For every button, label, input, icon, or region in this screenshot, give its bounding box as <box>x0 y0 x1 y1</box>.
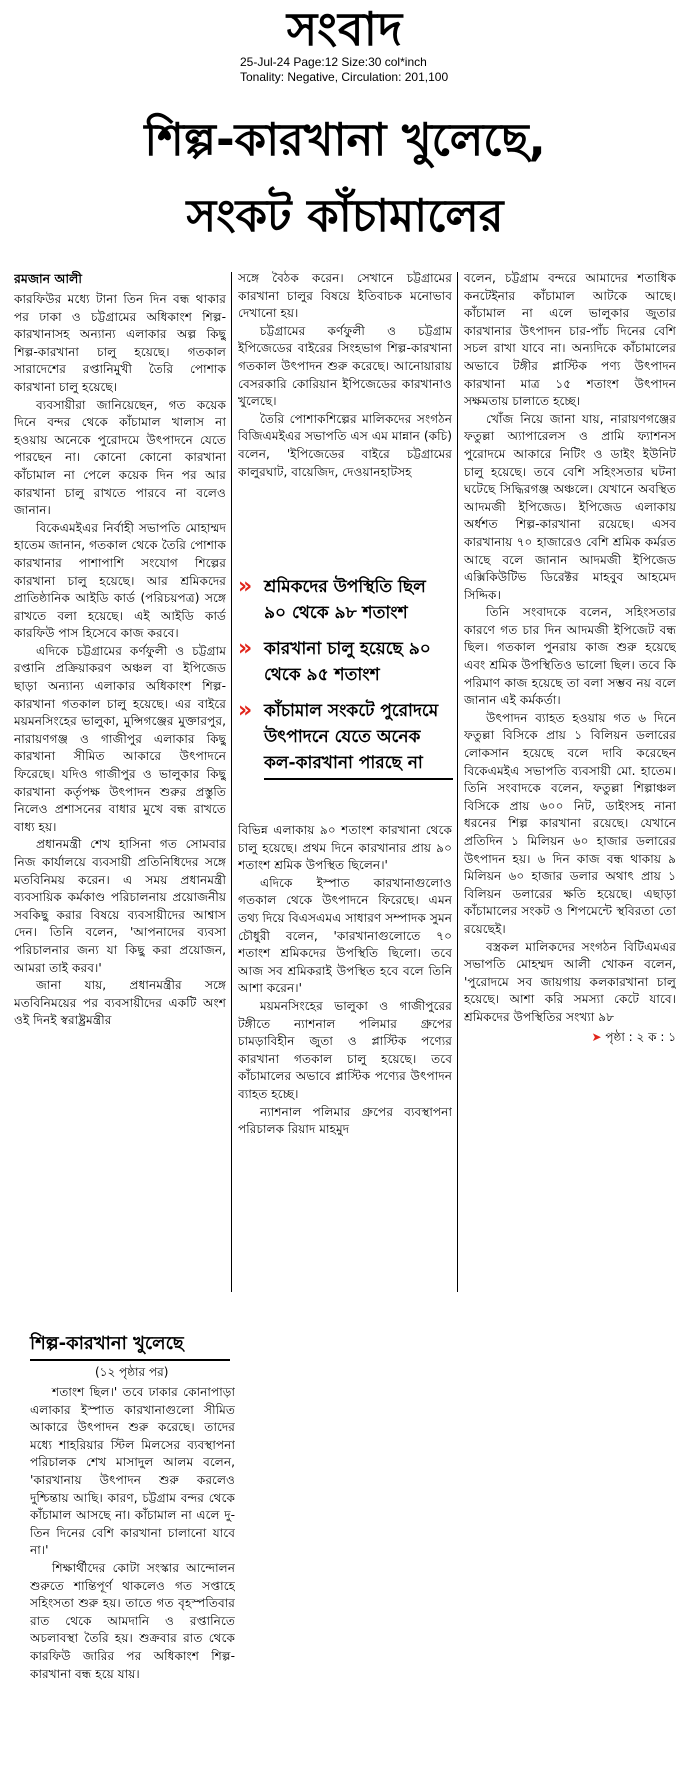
headline-line-1: শিল্প-কারখানা খুলেছে, <box>144 113 546 166</box>
continuation-subtitle: (১২ পৃষ্ঠার পর) <box>95 1365 169 1379</box>
article-column-2-top <box>238 270 452 570</box>
highlight-text: শ্রমিকদের উপস্থিতি ছিল ৯০ থেকে ৯৮ শতাংশ <box>264 577 426 623</box>
col1-paragraph: প্রধানমন্ত্রী শেখ হাসিনা গত সোমবার নিজ কার্যালয়ে ব্যবসায়ী প্রতিনিধিদের সঙ্গে মতবিনিময় করেন। এ সময় প্রধানমন্ত্রী ব্যবসায়িক কর্মকাণ্ড পরিচালনায় প্রয়োজনীয় সবকিছু করার বিষয়ে ব্যবসায়ীদের আশ্বাস দেন। তিনি বলেন, 'আপনাদের ব্যবসা পরিচালনার জন্য যা কিছু করা প্রয়োজন, আমরা তাই করব।' <box>14 837 226 975</box>
jump-text: পৃষ্ঠা : ২ ক : ১ <box>605 1029 676 1044</box>
masthead <box>0 4 690 54</box>
clipping-meta-tonality: Tonality: Negative, Circulation: 201,100 <box>240 70 449 84</box>
page-jump <box>464 1029 676 1047</box>
col2-paragraph: বিভিন্ন এলাকায় ৯০ শতাংশ কারখানা থেকে চালু হয়েছে। প্রথম দিনে কারখানার প্রায় ৯০ শতাংশ শ্রমিক উপস্থিত ছিলেন।' <box>238 823 452 873</box>
highlight-text: কাঁচামাল সংকটে পুরোদমে উৎপাদনে যেতে অনেক কল-কারখানা পারছে না <box>264 698 453 780</box>
article-column-2-bottom <box>238 822 452 1292</box>
column-rule <box>457 272 458 1292</box>
highlights-box <box>238 574 453 814</box>
col3-paragraph: উৎপাদন ব্যাহত হওয়ায় গত ৬ দিনে ফতুল্লা বিসিকে প্রায় ১ বিলিয়ন ডলারের লোকসান হয়েছে বলে দাবি করেছেন বিকেএমইএ সভাপতি ব্যবসায়ী মো. হাতেম। তিনি সংবাদকে বলেন, ফতুল্লা শিল্পাঞ্চল বিসিকে প্রায় ৬০০ নিট, ডাইংসহ নানা ধরনের শিল্প কারখানা রয়েছে। যেখানে প্রতিদিন ১ মিলিয়ন ৬০ হাজার ডলারের উৎপাদন হয়। ৬ দিন কাজ বন্ধ থাকায় ৯ মিলিয়ন ৬০ হাজার ডলার অথাৎ প্রায় ১ বিলিয়ন ডলারের ক্ষতি হয়েছে। এছাড়া কাঁচামালের সংকট ও শিপমেন্টে স্থবিরতা তো রয়েছেই। <box>464 710 676 936</box>
col1-paragraph: ব্যবসায়ীরা জানিয়েছেন, গত কয়েক দিনে বন্দর থেকে কাঁচামাল খালাস না হওয়ায় অনেকে পুরোদমে উৎপাদনে যেতে পারছেন না। কোনো কোনো কারখানা কাঁচামাল না পেলে কয়েক দিন পর আর কারখানা চালু রাখতে পারবে না বলেও জানান। <box>14 397 226 518</box>
col2-paragraph: চট্টগ্রামের কর্ণফুলী ও চট্টগ্রাম ইপিজেডের বাইরের সিংহভাগ শিল্প-কারখানা গতকাল উৎপাদন শুরু করেছে। আনোয়ারায় বেসরকারি কোরিয়ান ইপিজেডের কারখানাও খুলেছে। <box>238 323 452 409</box>
article-column-1 <box>14 270 226 1295</box>
continuation-paragraph: শতাংশ ছিল।' তবে ঢাকার কোনাপাড়া এলাকার ইস্পাত কারখানাগুলো সীমিত আকারে উৎপাদন শুরু করেছে। তাদের মধ্যে শাহরিয়ার স্টিল মিলসের ব্যবস্থাপনা পরিচালক শেখ মাসাদুল আলম বলেন, 'কারখানায় উৎপাদন শুরু করলেও দুশ্চিন্তায় আছি। কারণ, চট্টগ্রাম বন্দর থেকে কাঁচামাল আসছে না। কাঁচামাল না এলে দু-তিন দিনের বেশি কারখানা চালানো যাবে না।' <box>30 1385 235 1558</box>
highlight-item <box>238 574 453 626</box>
col1-paragraph: জানা যায়, প্রধানমন্ত্রীর সঙ্গে মতবিনিময়ের পর ব্যবসায়ীদের একটি অংশ ওই দিনই স্বরাষ্ট্রমন্ত্রীর <box>14 978 226 1028</box>
headline-line-2: সংকট কাঁচামালের <box>186 189 504 242</box>
highlight-text: কারখানা চালু হয়েছে ৯০ থেকে ৯৫ শতাংশ <box>264 639 431 685</box>
highlight-item <box>238 636 453 688</box>
col2-paragraph: ন্যাশনাল পলিমার গ্রুপের ব্যবস্থাপনা পরিচালক রিয়াদ মাহমুদ <box>238 1104 452 1137</box>
red-arrow-icon: » <box>238 636 253 661</box>
col1-paragraph: বিকেএমইএর নির্বাহী সভাপতি মোহাম্মদ হাতেম জানান, গতকাল থেকে তৈরি পোশাক কারখানার পাশাপাশি সংযোগ শিল্পের কারখানা চালু হয়েছে। আর শ্রমিকদের প্রাতিষ্ঠানিক আইডি কার্ড (পরিচয়পত্র) সঙ্গে রাখতে বলা হয়েছে। এই আইডি কার্ড কারফিউ পাস হিসেবে কাজ করবে। <box>14 520 226 641</box>
col2-paragraph: তৈরি পোশাকশিল্পের মালিকদের সংগঠন বিজিএমইএর সভাপতি এস এম মান্নান (কচি) বলেন, 'ইপিজেডের বাইরে চট্টগ্রামের কালুরঘাট, বায়েজিদ, দেওয়ানহাটসহ <box>238 411 452 479</box>
highlight-item <box>238 698 453 780</box>
newspaper-logo: সংবাদ <box>286 2 404 56</box>
article-column-3 <box>464 270 676 1295</box>
col1-paragraph: কারফিউর মধ্যে টানা তিন দিন বন্ধ থাকার পর ঢাকা ও চট্টগ্রামের অধিকাংশ শিল্প-কারখানাসহ অন্যান্য এলাকার অল্প কিছু শিল্প-কারখানা চালু হয়েছে। গতকাল সারাদেশের রপ্তানিমুখী তৈরি পোশাক কারখানা চালু হয়েছে। <box>14 292 226 394</box>
jump-arrow-icon: ➤ <box>591 1029 602 1044</box>
col3-paragraph: তিনি সংবাদকে বলেন, সহিংসতার কারণে গত চার দিন আদমজী ইপিজেট বন্ধ ছিল। গতকাল পুনরায় কাজ শুরু হয়েছে এবং শ্রমিক উপস্থিতিও ভালো ছিল। তবে কি পরিমাণ কাজ হয়েছে তা বলা সম্ভব নয় বলে জানান এই কর্মকর্তা। <box>464 605 676 708</box>
headline <box>0 102 690 254</box>
col2-paragraph: সঙ্গে বৈঠক করেন। সেখানে চট্টগ্রামের কারখানা চালুর বিষয়ে ইতিবাচক মনোভাব দেখানো হয়। <box>238 271 452 321</box>
col2-paragraph: ময়মনসিংহের ভালুকা ও গাজীপুরের টঙ্গীতে ন্যাশনাল পলিমার গ্রুপের চামড়াবিহীন জুতা ও প্লাস্টিক পণ্যের কারখানা গতকাল চালু হয়েছে। তবে কাঁচামালের অভাবে প্লাস্টিক পণ্যের উৎপাদন ব্যাহত হচ্ছে। <box>238 998 452 1101</box>
clipping-meta-page: 25-Jul-24 Page:12 Size:30 col*inch <box>240 55 427 69</box>
red-arrow-icon: » <box>238 698 253 723</box>
column-rule <box>231 272 232 1292</box>
col3-paragraph: বস্ত্রকল মালিকদের সংগঠন বিটিএমএর সভাপতি মোহম্মদ আলী খোকন বলেন, 'পুরোদমে সব জায়গায় কলকারখানা চালু হয়েছে। আশা করি সমস্যা কেটে যাবে। শ্রমিকদের উপস্থিতির সংখ্যা ৯৮ <box>464 939 676 1024</box>
continuation-paragraph: শিক্ষার্থীদের কোটা সংস্কার আন্দোলন শুরুতে শান্তিপূর্ণ থাকলেও গত সপ্তাহে সহিংসতা শুরু হয়। তাতে গত বৃহস্পতিবার রাত থেকে আমদানি ও রপ্তানিতে অচলাবস্থা তৈরি হয়। শুক্রবার রাত থেকে কারফিউ জারির পর অধিকাংশ শিল্প-কারখানা বন্ধ হয়ে যায়। <box>30 1560 235 1681</box>
col1-paragraph: এদিকে চট্টগ্রামের কর্ণফুলী ও চট্টগ্রাম রপ্তানি প্রক্রিয়াকরণ অঞ্চল বা ইপিজেড ছাড়া অন্যান্য এলাকার অধিকাংশ শিল্প-কারখানা গতকাল চালু হয়েছে। এর বাইরে ময়মনসিংহের ভালুকা, মুন্সিগঞ্জের মুক্তারপুর, নারায়ণগঞ্জ ও গাজীপুর এলাকার কিছু কারখানা সীমিত আকারে উৎপাদনে ফিরেছে। যদিও গাজীপুর ও ভালুকার কিছু কারখানা কর্তৃপক্ষ উৎপাদন শুরুর প্রস্তুতি নিলেও প্রশাসনের বাধার মুখে বন্ধ রাখতে বাধ্য হয়। <box>14 643 226 834</box>
byline: রমজান আলী <box>14 271 82 286</box>
continuation-column <box>30 1384 235 1776</box>
red-arrow-icon: » <box>238 574 253 599</box>
col3-paragraph: খোঁজ নিয়ে জানা যায়, নারায়ণগঞ্জের ফতুল্লা অ্যাপারেলস ও প্রামি ফ্যাশনস পুরোদমে আকারে নিটিং ও ডাইং ইউনিট চালু হয়েছে। তবে বেশি সহিংসতার ঘটনা ঘটেছে সিদ্ধিরগঞ্জ অঞ্চলে। যেখানে অবস্থিত আদমজী ইপিজেড। ইপিজেড এলাকায় অর্ধশত শিল্প-কারখানা রয়েছে। এসব কারখানায় ৭০ হাজারেও বেশি শ্রমিক কর্মরত আছে বলে জানান আদমজী ইপিজেড এক্সিকিউটিভ ডিরেক্টর মাহবুব আহমেদ সিদ্দিক। <box>464 411 676 602</box>
continuation-title: শিল্প-কারখানা খুলেছে <box>30 1329 230 1361</box>
col3-paragraph: বলেন, চট্টগ্রাম বন্দরে আমাদের শতাধিক কনটেইনার কাঁচামাল আটকে আছে। কাঁচামাল না এলে ভালুকার জুতার কারখানার উৎপাদন চার-পাঁচ দিনের বেশি সচল রাখা যাবে না। অন্যদিকে কাঁচামালের অভাবে টঙ্গীর প্লাস্টিক পণ্য উৎপাদন কারখানা মাত্র ১৫ শতাংশ উৎপাদন সক্ষমতায় চালাতে হচ্ছে। <box>464 271 676 409</box>
col2-paragraph: এদিকে ইস্পাত কারখানাগুলোও গতকাল থেকে উৎপাদনে ফিরেছে। এমন তথ্য দিয়ে বিএসএমএ সাধারণ সম্পাদক সুমন চৌধুরী বলেন, 'কারখানাগুলোতে ৭০ শতাংশ শ্রমিকদের উপস্থিতি ছিলো। তবে আজ সব শ্রমিকরাই উপস্থিত হবে বলে তিনি আশা করেন।' <box>238 875 452 996</box>
